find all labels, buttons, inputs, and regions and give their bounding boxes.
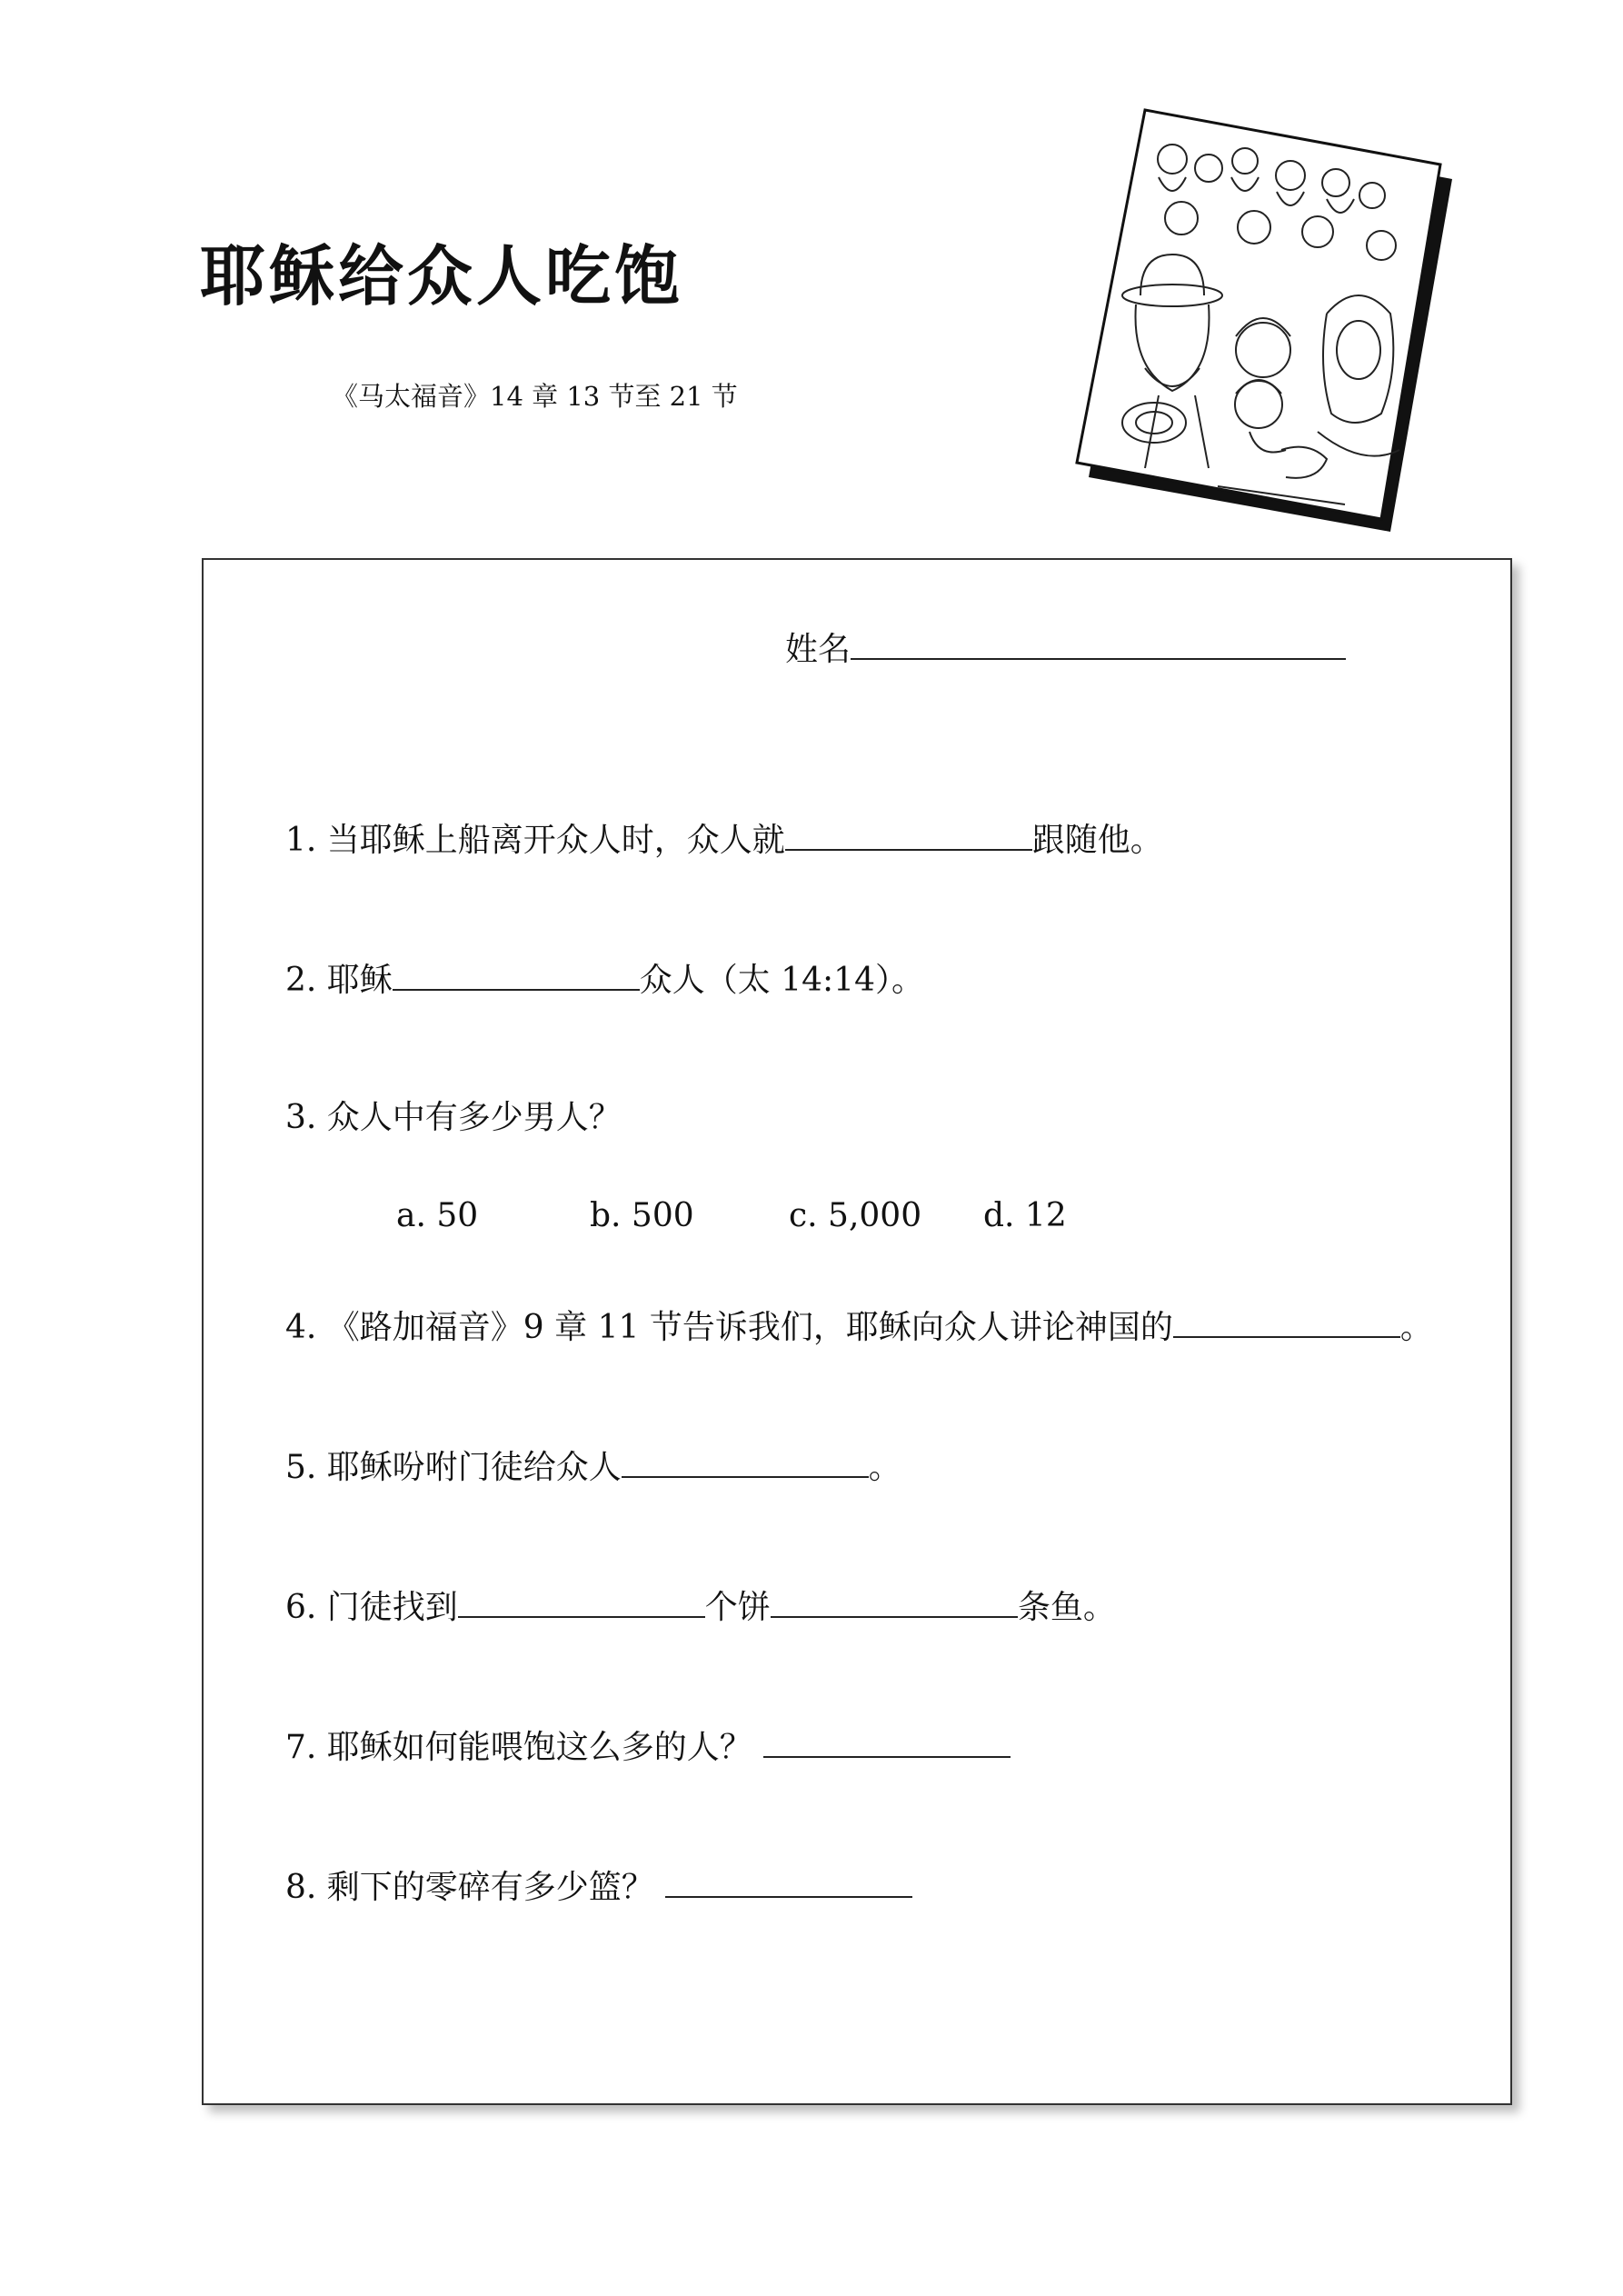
- question-7-blank[interactable]: [763, 1729, 1011, 1758]
- question-5-text: 5. 耶稣吩咐门徒给众人: [285, 1449, 622, 1486]
- question-3-text: 3. 众人中有多少男人？: [285, 1099, 622, 1136]
- option-a[interactable]: a. 50: [396, 1197, 479, 1234]
- name-field: [785, 631, 1346, 666]
- question-1: [285, 822, 1163, 857]
- question-8-text: 8. 剩下的零碎有多少篮？: [285, 1869, 654, 1906]
- scripture-reference: 《马太福音》14 章 13 节至 21 节: [332, 381, 738, 412]
- question-6-middle: 个饼: [704, 1589, 771, 1626]
- question-1-text: 1. 当耶稣上船离开众人时，众人就: [285, 822, 785, 859]
- question-4-text: 4. 《路加福音》9 章 11 节告诉我们，耶稣向众人讲论神国的: [285, 1309, 1173, 1346]
- option-b[interactable]: b. 500: [590, 1197, 694, 1234]
- coloring-illustration: [1072, 105, 1454, 541]
- question-4-blank[interactable]: [1173, 1309, 1400, 1338]
- question-6-blank-2[interactable]: [771, 1589, 1018, 1618]
- question-8-blank[interactable]: [665, 1869, 912, 1898]
- name-blank[interactable]: [851, 631, 1346, 660]
- question-4-after: 。: [1399, 1309, 1433, 1346]
- question-5-blank[interactable]: [622, 1449, 869, 1478]
- question-2: [285, 962, 924, 997]
- worksheet-title: 耶稣给众人吃饱: [200, 238, 684, 314]
- question-6-blank-1[interactable]: [458, 1589, 705, 1618]
- question-6: [285, 1589, 1116, 1624]
- question-2-text: 2. 耶稣: [285, 962, 393, 999]
- question-6-text: 6. 门徒找到: [285, 1589, 458, 1626]
- question-5: [285, 1449, 901, 1484]
- question-1-after: 跟随他。: [1031, 822, 1163, 859]
- question-2-after: 众人（太 14:14）。: [639, 962, 924, 999]
- question-2-blank[interactable]: [393, 962, 640, 991]
- question-1-blank[interactable]: [785, 822, 1032, 851]
- question-7: [285, 1729, 1011, 1764]
- question-5-after: 。: [868, 1449, 901, 1486]
- question-3: [285, 1099, 622, 1136]
- option-d[interactable]: d. 12: [983, 1197, 1067, 1234]
- question-panel: [202, 558, 1512, 2105]
- question-6-after: 条鱼。: [1017, 1589, 1116, 1626]
- option-c[interactable]: c. 5,000: [789, 1197, 922, 1234]
- name-label: 姓名: [785, 631, 851, 668]
- question-4: [285, 1309, 1433, 1344]
- question-8: [285, 1869, 912, 1904]
- question-7-text: 7. 耶稣如何能喂饱这么多的人？: [285, 1729, 752, 1766]
